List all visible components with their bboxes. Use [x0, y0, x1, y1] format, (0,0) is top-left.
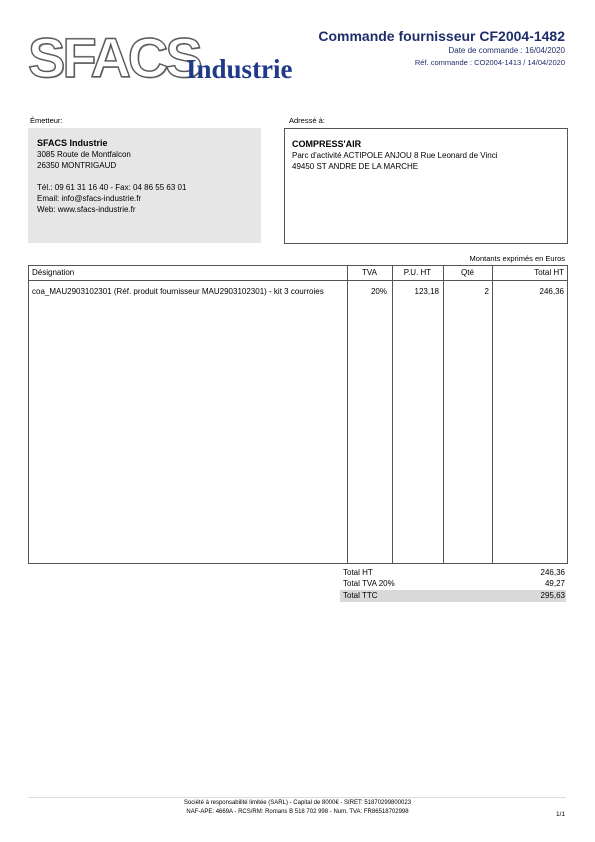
- page-number: 1/1: [555, 811, 565, 818]
- total-ttc-value: 295,63: [540, 591, 565, 600]
- sender-address-1: 3085 Route de Montfalcon: [37, 150, 131, 159]
- row-designation: coa_MAU2903102301 (Réf. produit fournisseur MAU2903102301) - kit 3 courroies: [32, 287, 324, 296]
- sender-box: [28, 128, 261, 243]
- logo-main-text: SFACS: [28, 26, 200, 89]
- row-total-ht: 246,36: [539, 287, 564, 296]
- order-reference: Réf. commande : CO2004-1413 / 14/04/2020: [414, 58, 565, 67]
- order-date: Date de commande : 16/04/2020: [448, 46, 565, 55]
- column-divider: [392, 266, 393, 563]
- total-tva-label: Total TVA 20%: [343, 579, 395, 588]
- footer-legal-line-1: Société à responsabilité limitée (SARL) - Capital de 8000€ - SIRET: 51870299800023: [183, 800, 412, 806]
- header-unit-price: P.U. HT: [403, 268, 432, 277]
- total-ttc-label: Total TTC: [343, 591, 378, 600]
- header-tva: TVA: [362, 268, 377, 277]
- header-designation: Désignation: [32, 268, 75, 277]
- logo-sub-text: Industrie: [186, 54, 293, 84]
- document-title: Commande fournisseur CF2004-1482: [318, 28, 565, 44]
- total-ht-label: Total HT: [343, 568, 373, 577]
- column-divider: [347, 266, 348, 563]
- currency-note: Montants exprimés en Euros: [469, 254, 565, 263]
- row-tva: 20%: [370, 287, 387, 296]
- recipient-box: [284, 128, 568, 244]
- total-ht-value: 246,36: [540, 568, 565, 577]
- sender-address-2: 26350 MONTRIGAUD: [37, 161, 117, 170]
- total-tva-row: [340, 578, 566, 590]
- header-quantity: Qté: [461, 268, 474, 277]
- sender-name: SFACS Industrie: [37, 138, 108, 148]
- order-lines-table: [28, 265, 568, 564]
- row-quantity: 2: [484, 287, 489, 296]
- company-logo: [28, 26, 318, 89]
- header-total-ht: Total HT: [534, 268, 564, 277]
- column-divider: [492, 266, 493, 563]
- total-tva-value: 49,27: [544, 579, 565, 588]
- recipient-address-2: 49450 ST ANDRE DE LA MARCHE: [292, 162, 419, 171]
- sender-web: Web: www.sfacs-industrie.fr: [37, 205, 136, 214]
- sender-email: Email: info@sfacs-industrie.fr: [37, 194, 142, 203]
- footer-legal-line-2: NAF-APE: 4669A - RCS/RM: Romans B 518 702 998 - Num. TVA: FR86518702998: [186, 809, 409, 815]
- sender-phone: Tél.: 09 61 31 16 40 - Fax: 04 86 55 63 01: [37, 183, 187, 192]
- recipient-name: COMPRESS'AIR: [292, 139, 362, 149]
- table-header-divider: [29, 280, 567, 281]
- sender-label: Émetteur:: [30, 116, 63, 125]
- column-divider: [443, 266, 444, 563]
- recipient-label: Adressé à:: [289, 116, 325, 125]
- recipient-address-1: Parc d'activité ACTIPOLE ANJOU 8 Rue Leonard de Vinci: [292, 151, 498, 160]
- footer-divider: [28, 797, 566, 798]
- row-unit-price: 123,18: [414, 287, 439, 296]
- total-ttc-row: [340, 590, 566, 602]
